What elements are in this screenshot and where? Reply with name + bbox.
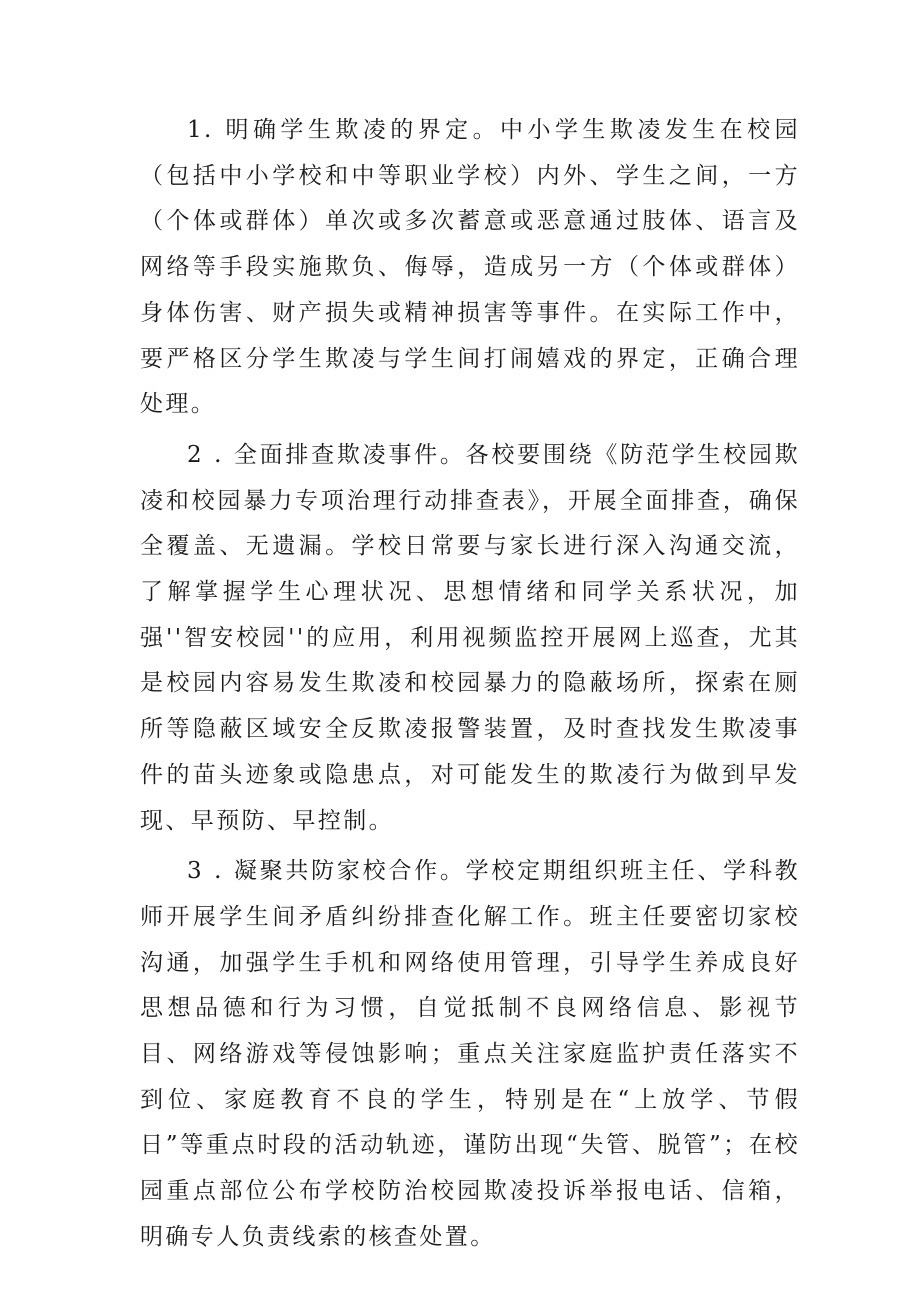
paragraph-1: 1. 明确学生欺凌的界定。中小学生欺凌发生在校园（包括中小学校和中等职业学校）内外、学生之间，一方（个体或群体）单次或多次蓄意或恶意通过肢体、语言及网络等手段实施欺负、侮辱，造成另一方（个体或群体）身体伤害、财产损失或精神损害等事件。在实际工作中，要严格区分学生欺凌与学生间打闹嬉戏的界定，正确合理处理。	[140, 117, 800, 418]
paragraph-2: 2 . 全面排查欺凌事件。各校要围绕《防范学生校园欺凌和校园暴力专项治理行动排查表》，开展全面排查，确保全覆盖、无遗漏。学校日常要与家长进行深入沟通交流，了解掌握学生心理状况、思想情绪和同学关系状况，加强''智安校园''的应用，利用视频监控开展网上巡查，尤其是校园内容易发生欺凌和校园暴力的隐蔽场所，探索在厕所等隐蔽区域安全反欺凌报警装置，及时查找发生欺凌事件的苗头迹象或隐患点，对可能发生的欺凌行为做到早发现、早预防、早控制。	[140, 441, 800, 834]
paragraph-3: 3 . 凝聚共防家校合作。学校定期组织班主任、学科教师开展学生间矛盾纠纷排查化解工作。班主任要密切家校沟通，加强学生手机和网络使用管理，引导学生养成良好思想品德和行为习惯，自觉抵制不良网络信息、影视节目、网络游戏等侵蚀影响；重点关注家庭监护责任落实不到位、家庭教育不良的学生，特别是在“上放学、节假日”等重点时段的活动轨迹，谨防出现“失管、脱管”；在校园重点部位公布学校防治校园欺凌投诉举报电话、信箱，明确专人负责线索的核查处置。	[140, 858, 800, 1250]
document-body	[140, 108, 800, 1266]
